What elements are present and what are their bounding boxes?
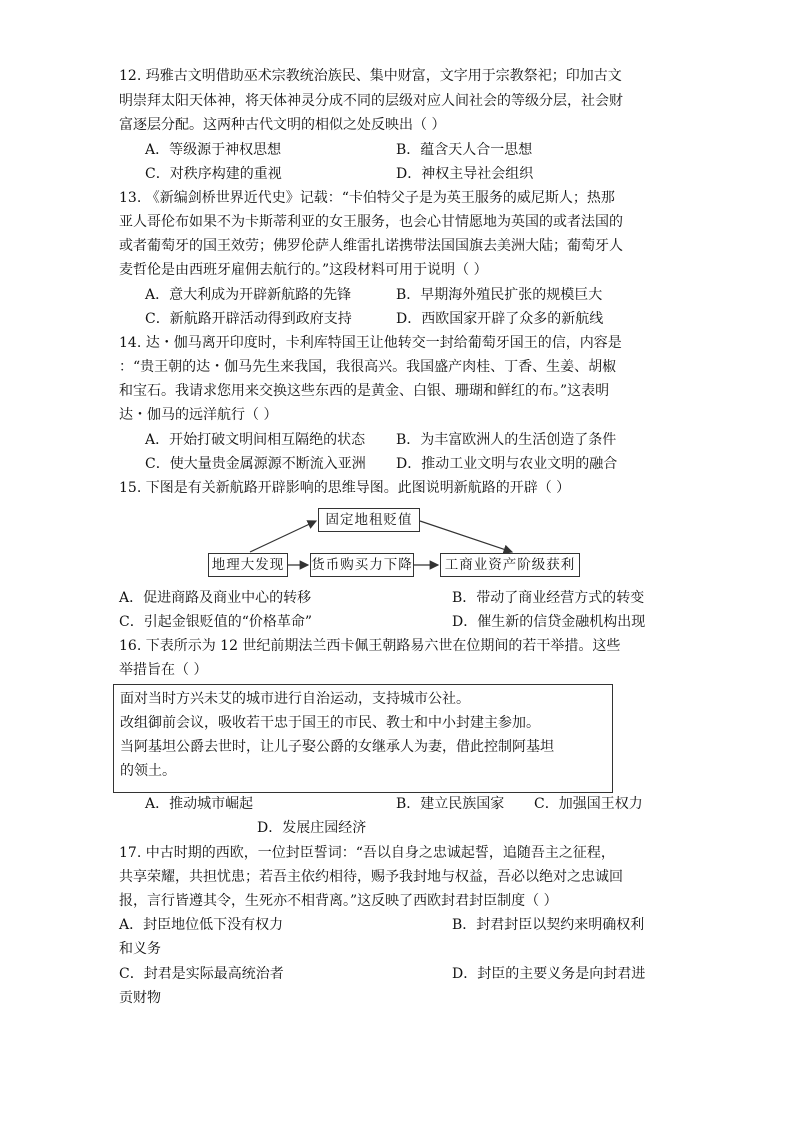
q14-stem-line-2: ：“贵王朝的达・伽马先生来我国，我很高兴。我国盛产肉桂、丁香、生姜、胡椒 [119, 359, 617, 375]
q17-option-b-continued: 和义务 [119, 941, 161, 957]
q13-option-d: D．西欧国家开辟了众多的新航线 [396, 311, 604, 327]
q14-option-d: D．推动工业文明与农业文明的融合 [396, 456, 618, 472]
q13-option-a: A．意大利成为开辟新航路的先锋 [145, 287, 352, 303]
q15-stem: 15. 下图是有关新航路开辟影响的思维导图。此图说明新航路的开辟（ ） [119, 480, 571, 496]
q14-option-b: B．为丰富欧洲人的生活创造了条件 [396, 432, 617, 448]
q17-option-b: B．封君封臣以契约来明确权利 [452, 917, 645, 933]
arrow-rent-to-bourgeoisie [420, 521, 512, 552]
diagram-node-bourgeoisie: 工商业资产阶级获利 [440, 553, 580, 577]
q15-option-a: A．促进商路及商业中心的转移 [119, 590, 312, 606]
q13-stem-line-4: 麦哲伦是由西班牙雇佣去航行的。”这段材料可用于说明（ ） [119, 262, 488, 278]
q16-option-c: C．加强国王权力 [534, 796, 643, 812]
diagram-node-discovery: 地理大发现 [208, 553, 288, 577]
q17-stem-line-3: 报，言行皆遵其令，生死亦不相背离。”这反映了西欧封君封臣制度（ ） [119, 893, 558, 909]
q16-stem-line-2: 举措旨在（ ） [119, 662, 208, 678]
q16-stem-line-1: 16. 下表所示为 12 世纪前期法兰西卡佩王朝路易六世在位期间的若干举措。这些 [119, 638, 621, 654]
q13-stem-line-1: 13. 《新编剑桥世界近代史》记载：“卡伯特父子是为英王服务的威尼斯人；热那 [119, 190, 615, 206]
q12-option-d: D．神权主导社会组织 [396, 166, 534, 182]
diagram-node-fixed-rent: 固定地租贬值 [318, 508, 420, 532]
q12-option-b: B．蕴含天人合一思想 [396, 142, 533, 158]
q17-option-c: C．封君是实际最高统治者 [119, 966, 284, 982]
q14-stem-line-3: 和宝石。我请求您用来交换这些东西的是黄金、白银、珊瑚和鲜红的布。”这表明 [119, 383, 610, 399]
diagram-node-purchasing-power: 货币购买力下降 [310, 553, 414, 577]
q12-stem-line-3: 富逐层分配。这两种古代文明的相似之处反映出（ ） [119, 117, 446, 133]
q17-stem-line-1: 17. 中古时期的西欧，一位封臣誓词：“吾以自身之忠诚起誓，追随吾主之征程， [119, 845, 615, 861]
q12-stem-line-1: 12. 玛雅古文明借助巫术宗教统治族民、集中财富，文字用于宗教祭祀；印加古文 [119, 68, 622, 84]
q12-option-c: C．对秩序构建的重视 [145, 166, 282, 182]
q15-option-d: D．催生新的信贷金融机构出现 [452, 614, 646, 630]
arrow-discovery-to-rent [250, 521, 316, 552]
q12-stem-line-2: 明崇拜太阳天体神，将天体神灵分成不同的层级对应人间社会的等级分层，社会财 [119, 93, 623, 109]
q12-option-a: A．等级源于神权思想 [145, 142, 282, 158]
q16-table-row-2: 改组御前会议，吸收若干忠于国王的市民、教士和中小封建主参加。 [120, 715, 540, 731]
q16-option-d: D．发展庄园经济 [257, 820, 367, 836]
q14-option-c: C．使大量贵金属源源不断流入亚洲 [145, 456, 366, 472]
q13-stem-line-2: 亚人哥伦布如果不为卡斯蒂利亚的女王服务，也会心甘情愿地为英国的或者法国的 [119, 214, 623, 230]
q17-stem-line-2: 共享荣耀，共担忧患；若吾主依约相待，赐予我封地与权益，吾必以绝对之忠诚回 [119, 869, 623, 885]
q17-option-a: A．封臣地位低下没有权力 [119, 917, 284, 933]
q13-option-b: B．早期海外殖民扩张的规模巨大 [396, 287, 603, 303]
q14-stem-line-4: 达・伽马的远洋航行（ ） [119, 407, 278, 423]
q17-option-d: D．封臣的主要义务是向封君进 [452, 966, 646, 982]
q14-option-a: A．开始打破文明间相互隔绝的状态 [145, 432, 366, 448]
q15-option-c: C．引起金银贬值的“价格革命” [119, 614, 313, 630]
q15-option-b: B．带动了商业经营方式的转变 [452, 590, 645, 606]
q14-stem-line-1: 14. 达・伽马离开印度时，卡利库特国王让他转交一封给葡萄牙国王的信，内容是 [119, 335, 622, 351]
q16-table-row-3: 当阿基坦公爵去世时，让儿子娶公爵的女继承人为妻，借此控制阿基坦 [120, 739, 554, 755]
q13-option-c: C．新航路开辟活动得到政府支持 [145, 311, 352, 327]
q17-option-d-continued: 贡财物 [119, 990, 161, 1006]
q16-table-row-4: 的领土。 [120, 763, 176, 779]
q13-stem-line-3: 或者葡萄牙的国王效劳；佛罗伦萨人维雷扎诺携带法国国旗去美洲大陆；葡萄牙人 [119, 238, 623, 254]
q16-option-a: A．推动城市崛起 [145, 796, 254, 812]
q16-measures-table [113, 684, 613, 793]
q16-table-row-1: 面对当时方兴未艾的城市进行自治运动，支持城市公社。 [120, 691, 470, 707]
q16-option-b: B．建立民族国家 [396, 796, 505, 812]
